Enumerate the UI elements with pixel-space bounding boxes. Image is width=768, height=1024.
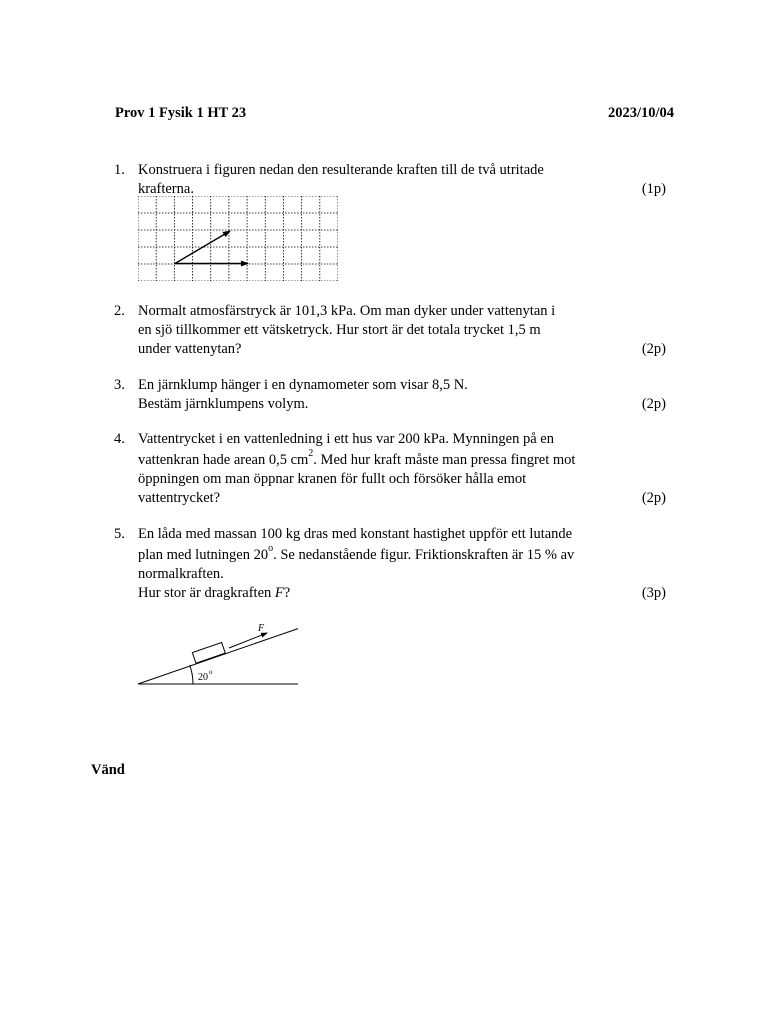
question-2: [114, 302, 674, 359]
question-text-line: vattentrycket?: [138, 490, 221, 506]
question-points: (1p): [641, 181, 666, 197]
question-5: [114, 525, 674, 603]
superscript: 2: [308, 448, 314, 460]
text-segment: plan med lutningen 20: [138, 547, 269, 563]
question-text-line: krafterna.: [138, 181, 194, 197]
question-number: 2.: [114, 303, 125, 319]
box-on-incline: [192, 642, 225, 663]
question-points: (3p): [641, 585, 666, 601]
question-number: 4.: [114, 431, 125, 447]
force-vector-grid-figure: [138, 196, 338, 281]
exam-title: Prov 1 Fysik 1 HT 23: [115, 105, 247, 121]
question-text-line: Konstruera i figuren nedan den resulterande kraften till de två utritade: [138, 162, 544, 178]
angle-label: 20: [198, 672, 208, 683]
question-text-line: Vattentrycket i en vattenledning i ett hus var 200 kPa. Mynningen på en: [138, 431, 554, 447]
question-3: [114, 376, 674, 414]
question-text-line: Normalt atmosfärstryck är 101,3 kPa. Om man dyker under vattenytan i: [138, 303, 556, 319]
question-text-line: under vattenytan?: [138, 341, 242, 357]
grid-lines: [138, 196, 338, 281]
question-points: (2p): [641, 341, 666, 357]
question-number: 5.: [114, 526, 125, 542]
superscript: o: [268, 543, 274, 555]
force-label: F: [258, 623, 265, 634]
question-text-line: Bestäm järnklumpens volym.: [138, 396, 309, 412]
question-text-line: En järnklump hänger i en dynamometer som visar 8,5 N.: [138, 377, 468, 393]
question-text-line: [138, 543, 674, 565]
question-text-line: En låda med massan 100 kg dras med konstant hastighet uppför ett lutande: [138, 526, 573, 542]
question-number: 3.: [114, 377, 125, 393]
text-segment: vattenkran hade arean 0,5 cm: [138, 452, 309, 468]
question-text-line: [138, 584, 674, 603]
text-segment: . Se nedanstående figur. Friktionskraften är 15 % av: [273, 547, 575, 563]
angle-degree-mark: o: [209, 668, 213, 676]
question-points: (2p): [641, 490, 666, 506]
variable-f: F: [274, 585, 284, 601]
exam-date: 2023/10/04: [607, 105, 674, 121]
question-text-line: normalkraften.: [138, 566, 224, 582]
question-number: 1.: [114, 162, 125, 178]
question-4: [114, 430, 674, 508]
incline-line: [138, 629, 298, 684]
question-1: [114, 161, 674, 199]
question-points: (2p): [641, 396, 666, 412]
text-segment: ?: [283, 585, 291, 601]
inclined-plane-figure: [136, 620, 302, 688]
text-segment: Hur stor är dragkraften: [138, 585, 275, 601]
turn-page-label: Vänd: [91, 762, 125, 778]
question-text-line: [138, 448, 674, 470]
angle-arc: [190, 665, 193, 684]
question-text-line: öppningen om man öppnar kranen för fullt och försöker hålla emot: [138, 471, 527, 487]
text-segment: . Med hur kraft måste man pressa fingret mot: [313, 452, 576, 468]
question-text-line: en sjö tillkommer ett vätsketryck. Hur stort är det totala trycket 1,5 m: [138, 322, 541, 338]
